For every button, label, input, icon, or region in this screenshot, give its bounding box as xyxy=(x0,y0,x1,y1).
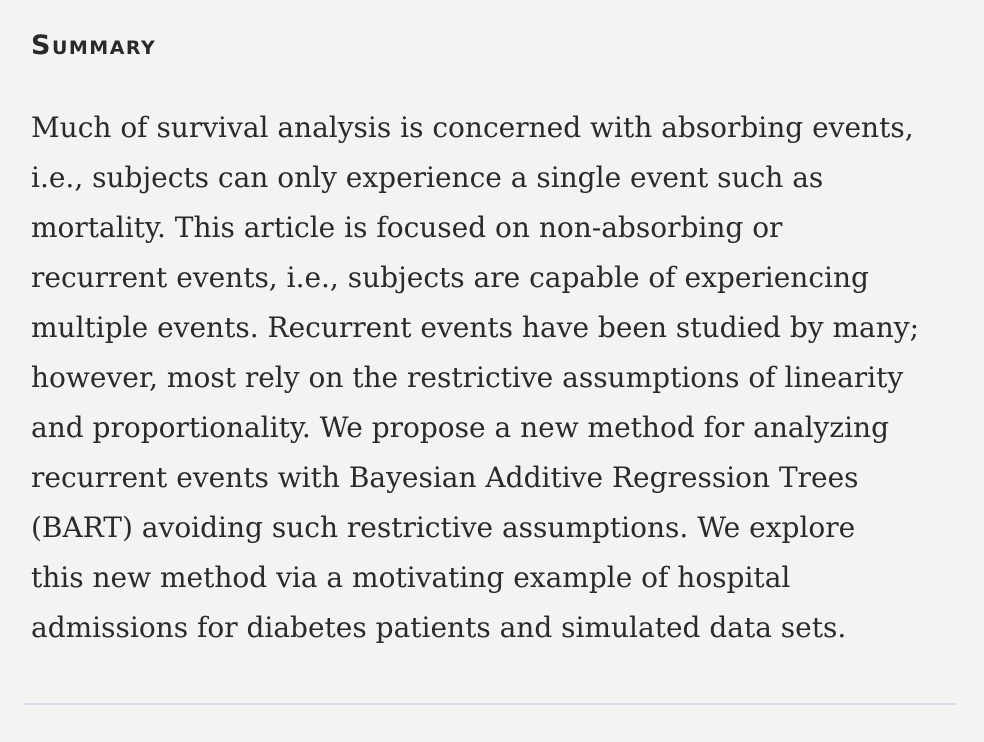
summary-line: this new method via a motivating example of hospital xyxy=(31,561,791,594)
summary-line: however, most rely on the restrictive assumptions of linearity xyxy=(31,361,904,394)
summary-line: (BART) avoiding such restrictive assumptions. We explore xyxy=(31,511,856,544)
summary-line: and proportionality. We propose a new method for analyzing xyxy=(31,411,890,444)
section-divider xyxy=(24,703,956,705)
summary-line: Much of survival analysis is concerned with absorbing events, xyxy=(31,111,914,144)
summary-line: recurrent events, i.e., subjects are capable of experiencing xyxy=(31,261,869,294)
summary-line: i.e., subjects can only experience a single event such as xyxy=(31,161,824,194)
summary-heading: Summary xyxy=(31,30,157,61)
summary-line: recurrent events with Bayesian Additive Regression Trees xyxy=(31,461,859,494)
summary-line: admissions for diabetes patients and simulated data sets. xyxy=(31,611,847,644)
summary-paragraph xyxy=(31,103,919,653)
summary-line: multiple events. Recurrent events have been studied by many; xyxy=(31,311,920,344)
summary-line: mortality. This article is focused on non-absorbing or xyxy=(31,211,783,244)
